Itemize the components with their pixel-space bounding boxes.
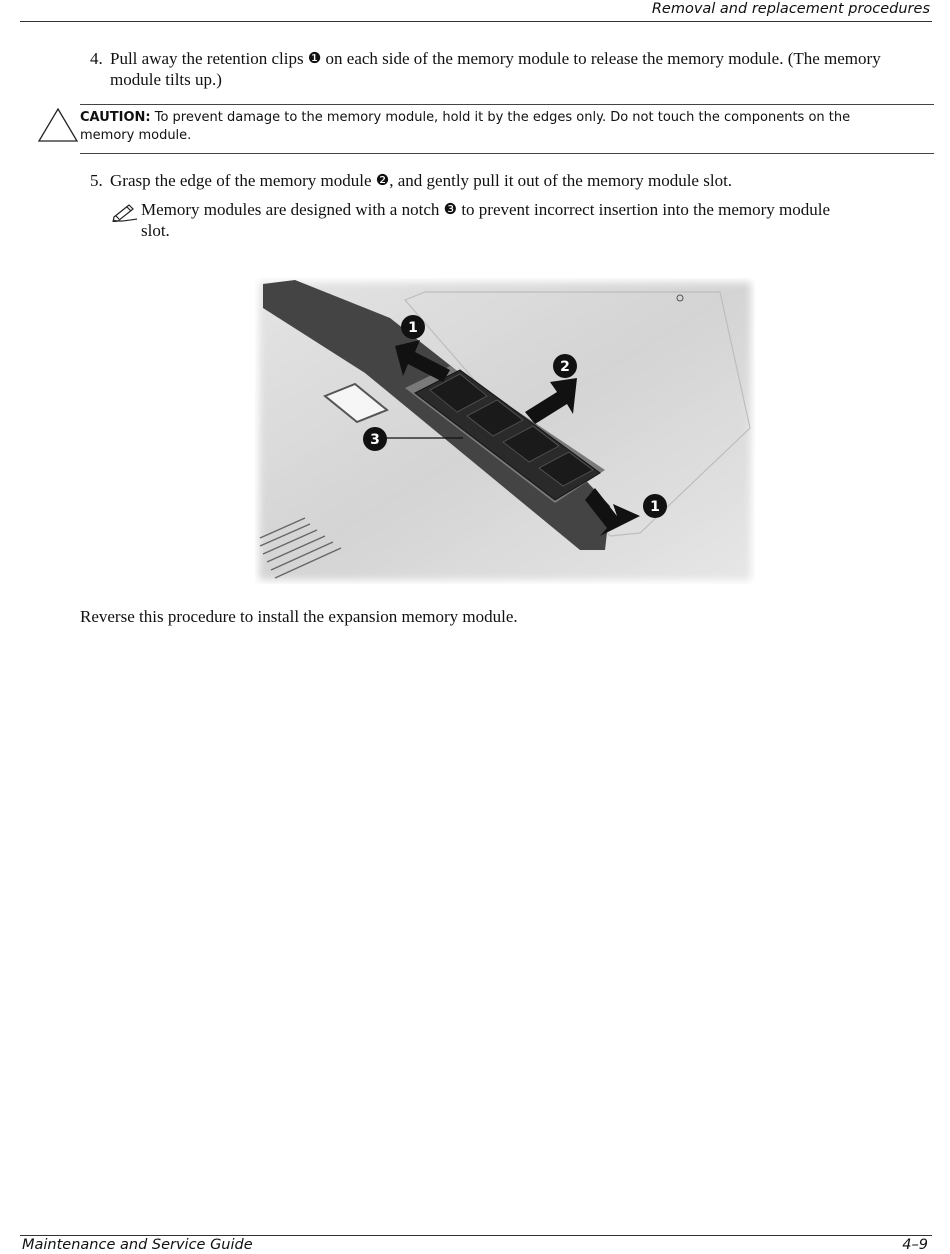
figure-callout-circle-3 xyxy=(363,427,387,451)
step-5 xyxy=(90,170,910,192)
caution-label: CAUTION: xyxy=(80,110,151,125)
figure-callout-circle-1 xyxy=(401,315,425,339)
header-rule xyxy=(20,21,932,22)
closing-paragraph: Reverse this procedure to install the expansion memory module. xyxy=(80,607,518,626)
caution-bottom-rule xyxy=(80,153,934,154)
note-text xyxy=(141,199,861,241)
step-text xyxy=(110,170,900,191)
caution-top-rule xyxy=(80,104,934,105)
step-text-part: Pull away the retention clips xyxy=(110,49,308,68)
footer-rule xyxy=(20,1235,932,1236)
figure-callout-circle-2 xyxy=(553,354,577,378)
step-number: 5. xyxy=(90,171,103,190)
step-text-part: , and gently pull it out of the memory module slot. xyxy=(389,171,733,190)
footer-guide-title: Maintenance and Service Guide xyxy=(22,1237,253,1253)
step-number: 4. xyxy=(90,49,103,68)
memory-module-illustration xyxy=(255,278,755,584)
footer-page-number: 4–9 xyxy=(902,1237,928,1253)
note-text-part: Memory modules are designed with a notch xyxy=(141,200,444,219)
figure-callout-circle-1b xyxy=(643,494,667,518)
callout-3: ❸ xyxy=(443,200,458,218)
figure-callout-label: 2 xyxy=(560,359,570,375)
callout-2: ❷ xyxy=(375,171,390,189)
caution-triangle-icon xyxy=(36,106,80,144)
step-text-part: on each side of the memory module to release the memory module. (The memory module tilts up.) xyxy=(110,49,881,89)
caution-text: To prevent damage to the memory module, hold it by the edges only. Do not touch the components on the memory module. xyxy=(80,110,851,143)
running-header: Removal and replacement procedures xyxy=(651,1,930,17)
figure-callout-label: 3 xyxy=(370,432,380,448)
note-text-part: to prevent incorrect insertion into the memory module slot. xyxy=(141,200,831,240)
pencil-note-icon xyxy=(110,200,138,222)
step-text-part: Grasp the edge of the memory module xyxy=(110,171,376,190)
step-4 xyxy=(90,48,910,92)
step-text xyxy=(110,48,900,90)
figure-callout-label: 1 xyxy=(650,499,660,515)
caution-box xyxy=(80,109,880,145)
figure-callout-label: 1 xyxy=(408,320,418,336)
callout-1: ❶ xyxy=(307,49,322,67)
